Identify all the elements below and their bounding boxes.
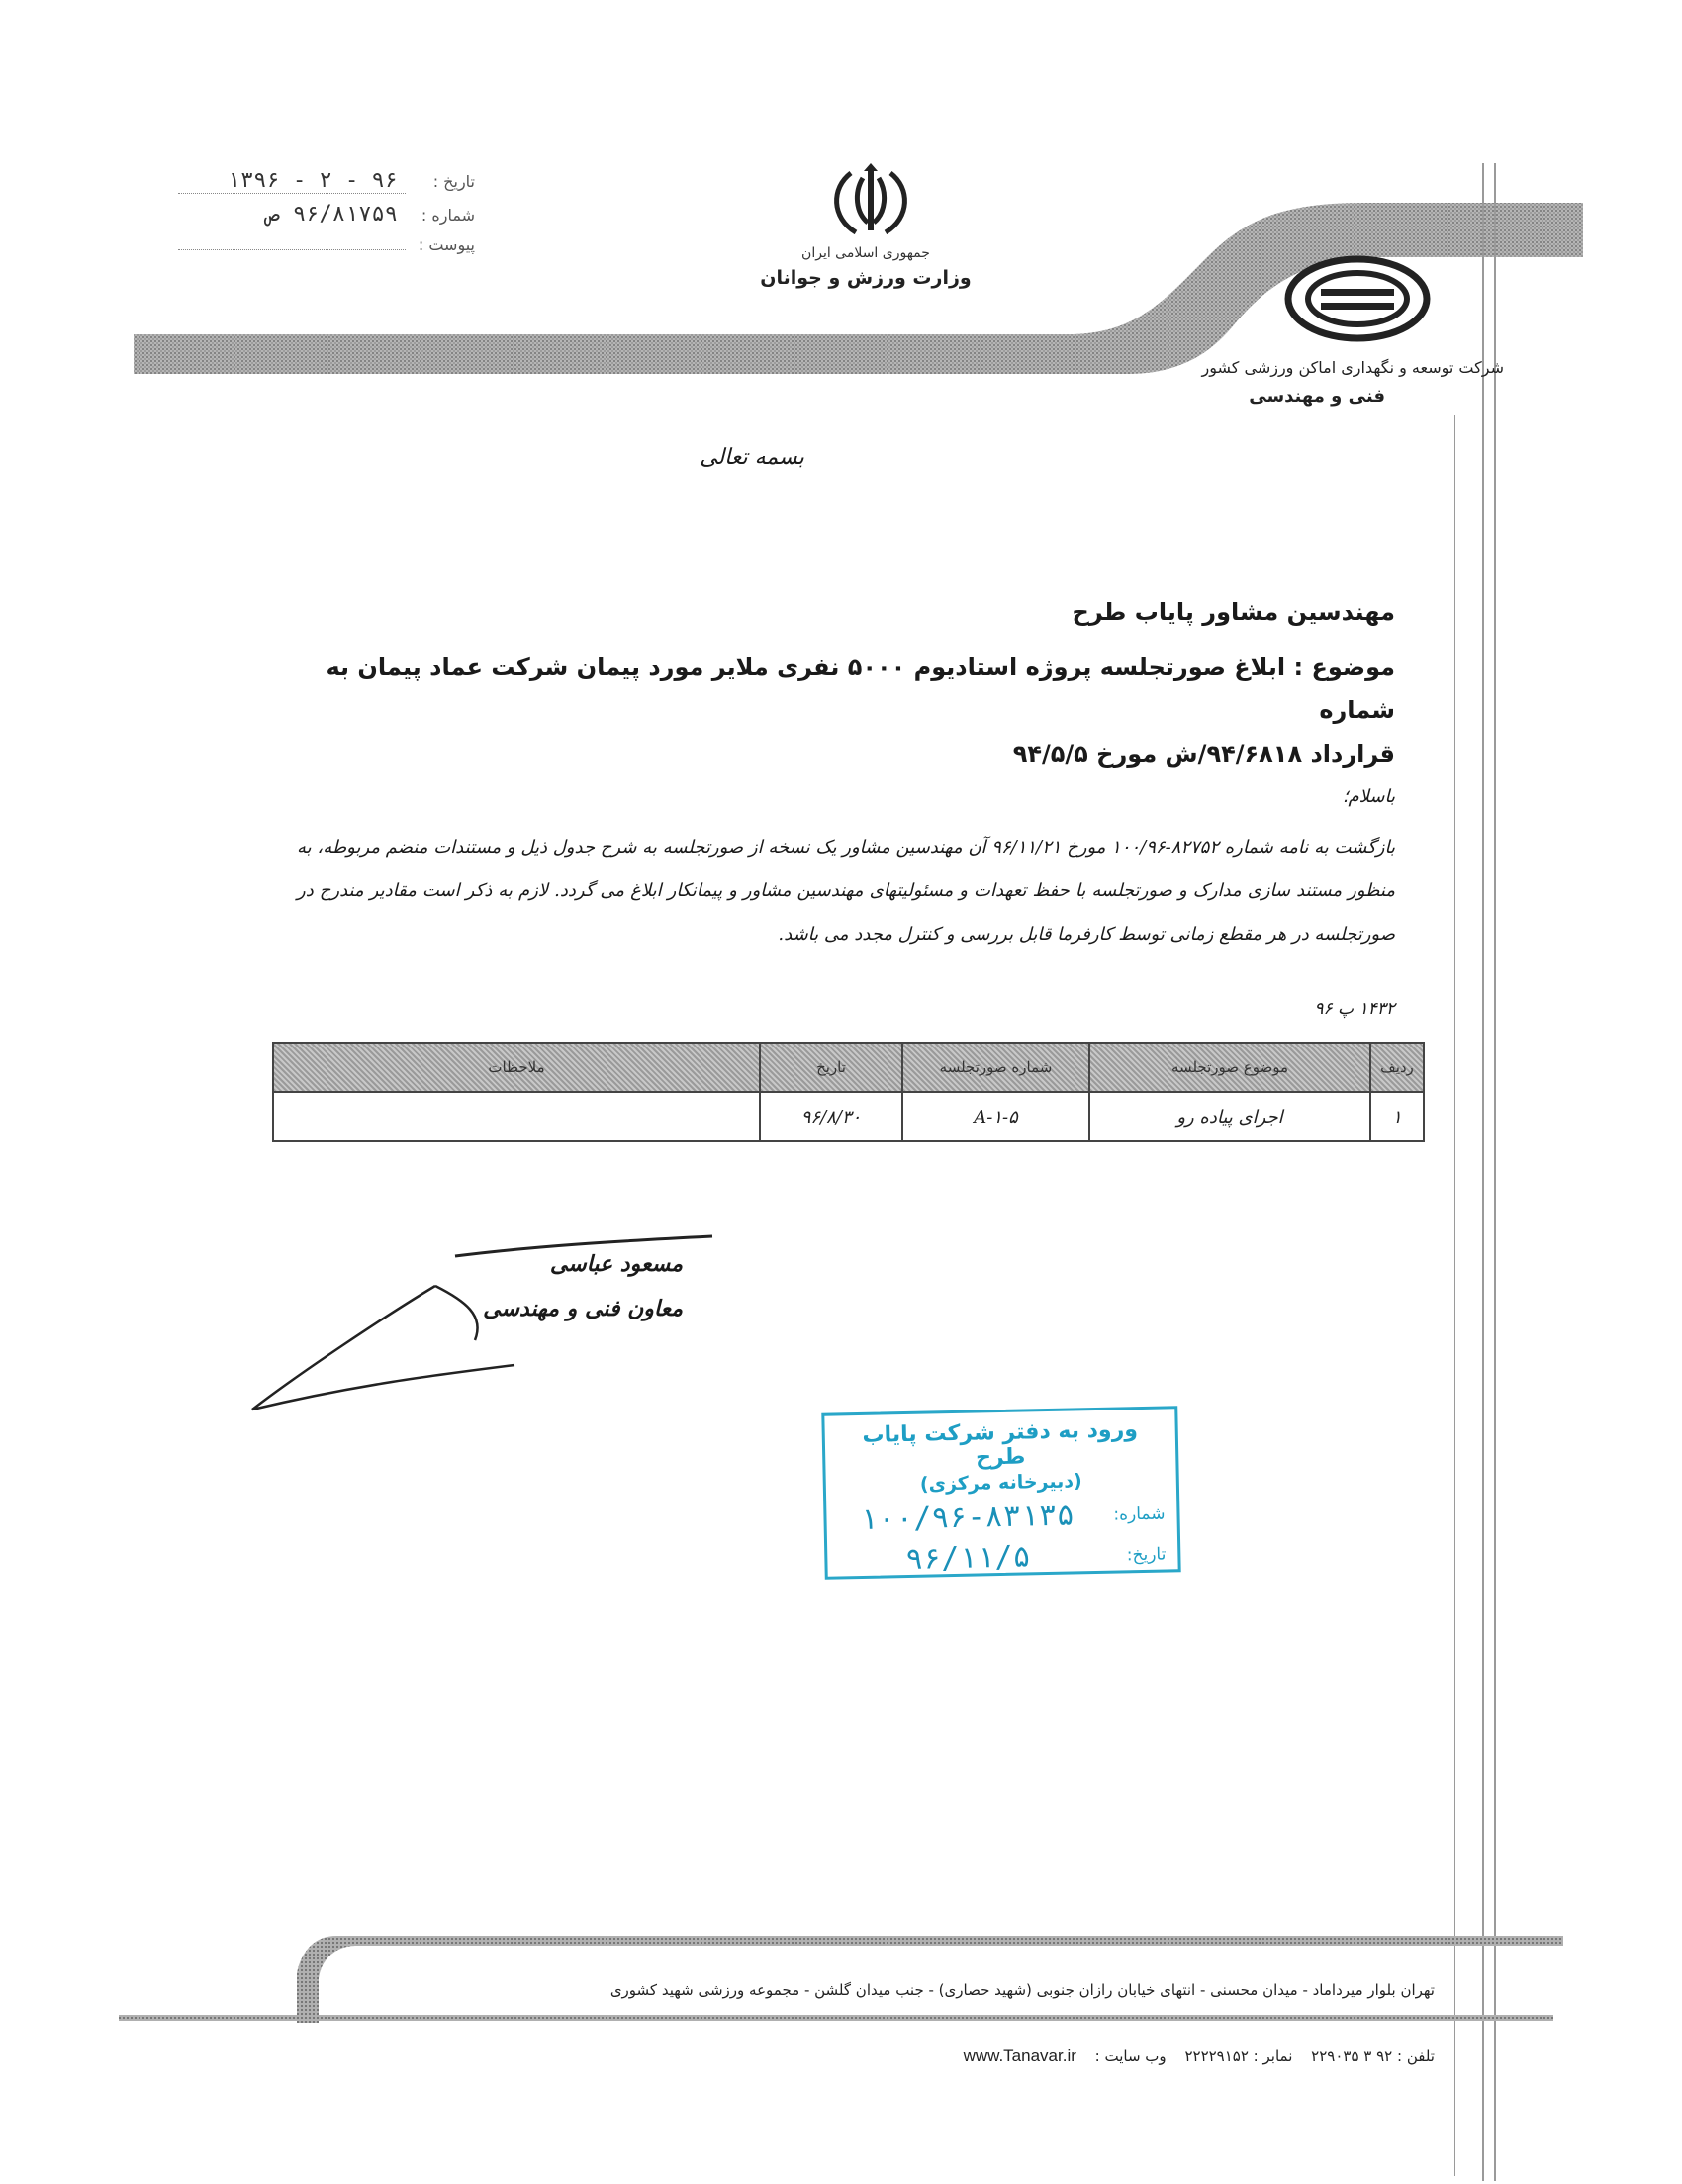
column-header-remarks: ملاحظات [273, 1043, 760, 1092]
company-name: شرکت توسعه و نگهداری اماکن ورزشی کشور [1201, 358, 1504, 377]
stamp-number-value: ۱۰۰/۹۶-۸۳۱۳۵ [859, 1498, 1075, 1537]
cell-subject: اجرای پیاده رو [1089, 1092, 1370, 1141]
stamp-date-row [839, 1537, 1167, 1579]
cell-date: ۹۶/۸/۳۰ [760, 1092, 902, 1141]
footer-fax: نمابر : ۲۲۲۲۹۱۵۲ [1184, 2048, 1293, 2065]
footer-website-label: وب سایت : [1094, 2048, 1167, 2065]
signatory-name: مسعود عباسی [549, 1251, 683, 1277]
footer-phone: تلفن : ۹۲ ۳ ۲۲۹۰۳۵ [1311, 2048, 1435, 2065]
margin-line [1494, 163, 1496, 2181]
body-paragraph: بازگشت به نامه شماره ۸۲۷۵۲-۱۰۰/۹۶ مورخ ۹۶/۱۱/۲۱ آن مهندسین مشاور یک نسخه از صورتجلسه به شرح جدول ذیل و مستندات منضم مربوطه، به منظور مستند سازی مدارک و صورتجلسه با حفظ تعهدات و مسئولیتهای مهندسین مشاور و پیمانکار ابلاغ می گردد. لازم به ذکر است مقادیر مندرج در صورتجلسه در هر مقطع زمانی توسط کارفرما قابل بررسی و کنترل مجدد می باشد. [297, 837, 1395, 945]
greeting: باسلام؛ [1342, 786, 1395, 807]
iran-emblem-icon [826, 163, 915, 242]
cell-minutes-number: A-۱-۵ [902, 1092, 1089, 1141]
stamp-subtitle: (دبیرخانه مرکزی) [919, 1470, 1082, 1496]
footer-banner [0, 1934, 1682, 2023]
meta-date-label: تاریخ : [432, 172, 475, 191]
column-header-subject: موضوع صورتجلسه [1089, 1043, 1370, 1092]
meta-attachment-value [178, 249, 406, 250]
subject [297, 645, 1395, 775]
stamp-title: ورود به دفتر شرکت پایاب طرح [862, 1417, 1139, 1471]
receipt-stamp [821, 1406, 1180, 1580]
footer-address: تهران بلوار میرداماد - میدان محسنی - انتهای خیابان رازان جنوبی (شهید حصاری) - جنب میدان گلشن - مجموعه ورزشی شهید کشوری [609, 1981, 1435, 1999]
footer-website-link[interactable]: www.Tanavar.ir [963, 2047, 1076, 2065]
footer-contact [604, 2047, 1435, 2066]
ministry-name: وزارت ورزش و جوانان [760, 267, 972, 289]
reference-note: ۱۴۳۲ پ ۹۶ [1314, 999, 1395, 1019]
table-row [273, 1092, 1424, 1141]
basmala: بسمه تعالی [700, 445, 804, 470]
meta-date-row [178, 168, 475, 202]
stamp-date-value: ۹۶/۱۱/۵ [904, 1539, 1031, 1578]
company-logo-icon [1283, 255, 1432, 342]
margin-line [1482, 163, 1484, 2181]
meta-attachment-label: پیوست : [418, 235, 475, 254]
meta-date-value: ۹۶ - ۲ - ۱۳۹۶ [178, 168, 406, 194]
stamp-date-label: تاریخ: [1126, 1544, 1167, 1565]
meta-number-row [178, 202, 475, 235]
cell-remarks [273, 1092, 760, 1141]
stamp-number-label: شماره: [1113, 1503, 1166, 1525]
column-header-row-no: ردیف [1370, 1043, 1424, 1092]
department-name: فنی و مهندسی [1249, 386, 1385, 407]
margin-line [1454, 415, 1455, 2176]
signatory-title: معاون فنی و مهندسی [483, 1296, 683, 1321]
recipient: مهندسین مشاور پایاب طرح [1072, 598, 1395, 626]
table-header-row [273, 1043, 1424, 1092]
meta-number-value: ۹۶/۸۱۷۵۹ ص [178, 202, 406, 228]
letter-meta [178, 168, 475, 269]
cell-row-no: ۱ [1370, 1092, 1424, 1141]
column-header-minutes-number: شماره صورتجلسه [902, 1043, 1089, 1092]
subject-line: موضوع : ابلاغ صورتجلسه پروژه استادیوم ۵۰۰۰ نفری ملایر مورد پیمان شرکت عماد پیمان به شماره [326, 653, 1395, 724]
stamp-number-row [838, 1497, 1166, 1538]
meta-attachment-row [178, 235, 475, 269]
republic-name: جمهوری اسلامی ایران [801, 245, 930, 261]
subject-line: قرارداد ۹۴/۶۸۱۸/ش مورخ ۹۴/۵/۵ [1012, 740, 1395, 768]
meta-number-label: شماره : [420, 206, 475, 225]
minutes-table [272, 1042, 1425, 1142]
column-header-date: تاریخ [760, 1043, 902, 1092]
